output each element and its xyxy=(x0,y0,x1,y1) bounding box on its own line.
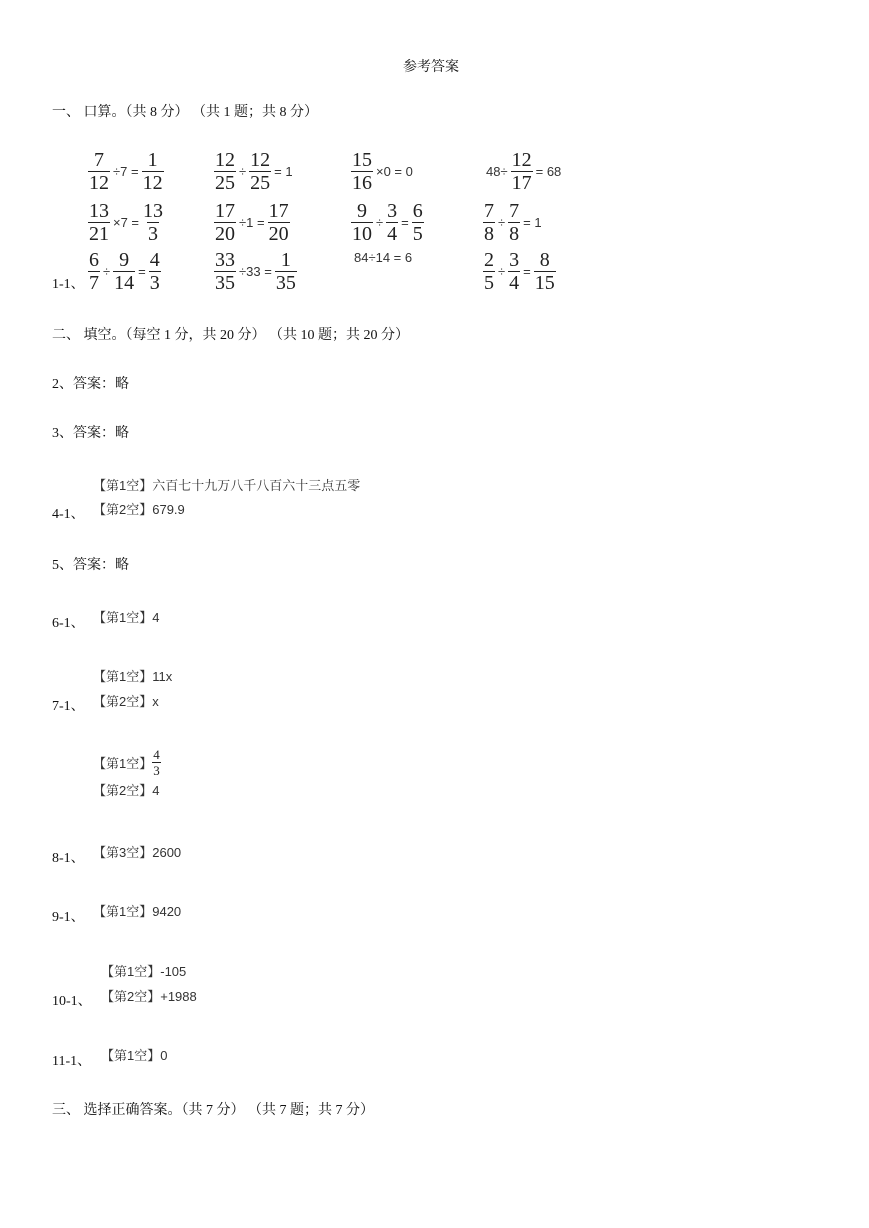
section-2-heading: 二、 填空。（每空 1 分，共 20 分） （共 10 题；共 20 分） xyxy=(52,328,409,343)
oral-operator: ÷33 = xyxy=(239,264,272,279)
oral-fraction: $\frac{6}{7}$ xyxy=(89,249,99,294)
oral-fraction: $\frac{15}{16}$ xyxy=(352,149,372,194)
oral-item xyxy=(351,201,424,244)
oral-item xyxy=(214,201,290,244)
q9-blank-1: 【第1空】9420 xyxy=(93,904,182,919)
oral-result-fraction: $\frac{4}{3}$ xyxy=(149,249,160,294)
oral-operator: ÷7 = xyxy=(113,164,139,179)
oral-item xyxy=(483,201,545,244)
q7-blank-1: 【第1空】11x xyxy=(93,669,173,684)
q7-blank-2: 【第2空】x xyxy=(93,694,159,709)
q11-blank-1: 【第1空】0 xyxy=(101,1048,168,1063)
q8-blank-2: 【第2空】4 xyxy=(93,783,160,798)
item-label-1-1: 1-1、 xyxy=(52,277,85,292)
q8-blank-3: 【第3空】2600 xyxy=(93,845,182,860)
q4-blank-1: 【第1空】六百七十九万八千八百六十三点五零 xyxy=(93,478,361,493)
q6-blank-1: 【第1空】4 xyxy=(93,610,160,625)
oral-equals: = xyxy=(138,264,146,279)
oral-operator: ÷ xyxy=(498,215,506,230)
section-3-heading: 三、 选择正确答案。（共 7 分） （共 7 题；共 7 分） xyxy=(52,1103,374,1118)
oral-result-fraction: $\frac{1}{35}$ xyxy=(275,249,296,294)
oral-operator: ÷ xyxy=(498,264,506,279)
oral-prefix: 48÷ xyxy=(486,164,508,179)
oral-operator: ÷ xyxy=(239,164,247,179)
oral-result-fraction: $\frac{8}{15}$ xyxy=(534,249,555,294)
oral-fraction: $\frac{7}{8}$ xyxy=(484,200,494,245)
oral-equals: = 1 xyxy=(274,164,293,179)
section-1-heading: 一、 口算。（共 8 分） （共 1 题；共 8 分） xyxy=(52,105,318,120)
oral-result-fraction: $\frac{1}{12}$ xyxy=(142,149,163,194)
item-label-6-1: 6-1、 xyxy=(52,616,85,631)
item-label-7-1: 7-1、 xyxy=(52,699,85,714)
oral-fraction: $\frac{9}{10}$ xyxy=(352,200,372,245)
oral-fraction: $\frac{12}{17}$ xyxy=(511,149,532,194)
oral-fraction: $\frac{17}{20}$ xyxy=(215,200,235,245)
answer-q5: 5、答案：略 xyxy=(52,558,129,573)
oral-equals: = xyxy=(523,264,531,279)
oral-item xyxy=(351,250,415,265)
oral-item xyxy=(483,150,564,193)
item-label-10-1: 10-1、 xyxy=(52,994,92,1009)
oral-fraction: $\frac{9}{14}$ xyxy=(114,249,135,294)
item-label-9-1: 9-1、 xyxy=(52,910,85,925)
oral-fraction: $\frac{12}{25}$ xyxy=(250,149,271,194)
oral-result-fraction: $\frac{6}{5}$ xyxy=(412,200,423,245)
oral-equals: = 1 xyxy=(523,215,542,230)
oral-fraction: $\frac{2}{5}$ xyxy=(484,249,494,294)
item-label-11-1: 11-1、 xyxy=(52,1054,92,1069)
oral-equals: = xyxy=(401,215,409,230)
q10-blank-1: 【第1空】-105 xyxy=(101,964,187,979)
oral-item xyxy=(88,250,161,293)
oral-item xyxy=(88,201,164,244)
item-label-4-1: 4-1、 xyxy=(52,507,85,522)
q4-blank-2: 【第2空】679.9 xyxy=(93,502,185,517)
oral-fraction: $\frac{7}{8}$ xyxy=(509,200,520,245)
answer-q3: 3、答案：略 xyxy=(52,426,129,441)
oral-operator: ×7 = xyxy=(113,215,140,230)
oral-result-fraction: $\frac{17}{20}$ xyxy=(268,200,289,245)
q8-blank-1: 【第1空】 $\frac{4}{3}$ xyxy=(93,747,160,778)
oral-operator: ×0 = 0 xyxy=(376,164,413,179)
oral-fraction: $\frac{12}{25}$ xyxy=(215,149,235,194)
oral-fraction: $\frac{7}{12}$ xyxy=(89,149,109,194)
oral-fraction: $\frac{13}{21}$ xyxy=(89,200,109,245)
oral-fraction: $\frac{33}{35}$ xyxy=(215,249,235,294)
oral-operator: ÷ xyxy=(103,264,111,279)
oral-result-fraction: $\frac{13}{3}$ xyxy=(143,200,164,245)
page-title: 参考答案 xyxy=(403,60,459,75)
oral-fraction: $\frac{3}{4}$ xyxy=(387,200,398,245)
oral-item xyxy=(88,150,164,193)
oral-fraction: $\frac{3}{4}$ xyxy=(509,249,520,294)
oral-expression: 84÷14 = 6 xyxy=(354,250,413,265)
oral-item xyxy=(214,150,296,193)
oral-operator: ÷ xyxy=(376,215,384,230)
q10-blank-2: 【第2空】+1988 xyxy=(101,989,197,1004)
oral-item xyxy=(351,150,416,193)
oral-item xyxy=(214,250,297,293)
oral-operator: ÷1 = xyxy=(239,215,265,230)
item-label-8-1: 8-1、 xyxy=(52,851,85,866)
oral-item xyxy=(483,250,556,293)
answer-q2: 2、答案：略 xyxy=(52,377,129,392)
q8-fraction: $\frac{4}{3}$ xyxy=(153,747,160,778)
oral-operator: = 68 xyxy=(535,164,562,179)
